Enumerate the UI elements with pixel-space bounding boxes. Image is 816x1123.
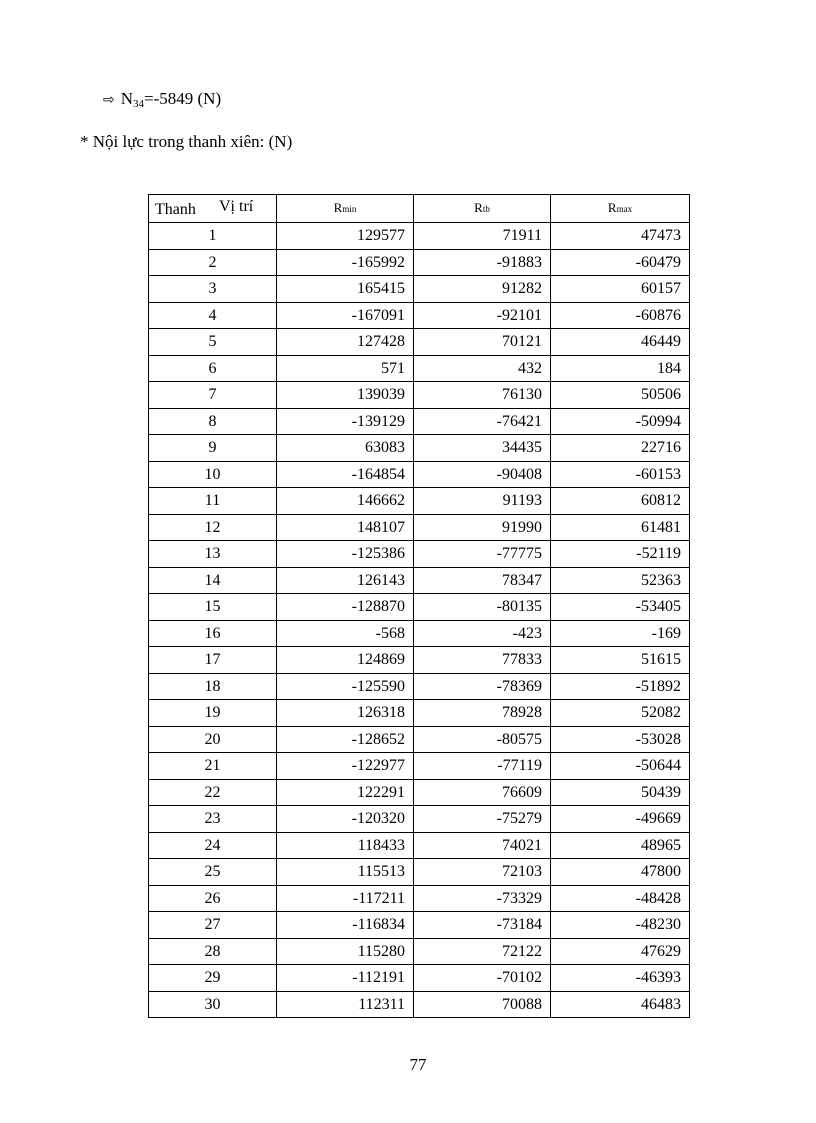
rmin-cell: 148107 bbox=[277, 514, 414, 541]
rtb-cell: 71911 bbox=[414, 223, 551, 250]
rmin-cell: 122291 bbox=[277, 779, 414, 806]
rmin-cell: -125590 bbox=[277, 673, 414, 700]
rmin-cell: 124869 bbox=[277, 647, 414, 674]
bar-number-cell: 19 bbox=[149, 700, 277, 727]
rtb-cell: -77119 bbox=[414, 753, 551, 780]
table-row bbox=[149, 673, 690, 700]
rtb-cell: -76421 bbox=[414, 408, 551, 435]
rmax-cell: 47473 bbox=[551, 223, 690, 250]
table-row bbox=[149, 991, 690, 1018]
rmax-cell: -53028 bbox=[551, 726, 690, 753]
rtb-cell: 72103 bbox=[414, 859, 551, 886]
table-row bbox=[149, 700, 690, 727]
header-rmax: Rmax bbox=[551, 195, 690, 223]
bar-number-cell: 27 bbox=[149, 912, 277, 939]
rtb-cell: -73329 bbox=[414, 885, 551, 912]
bar-number-cell: 9 bbox=[149, 435, 277, 462]
rmax-cell: -53405 bbox=[551, 594, 690, 621]
bar-number-cell: 6 bbox=[149, 355, 277, 382]
rmax-cell: 51615 bbox=[551, 647, 690, 674]
rmax-cell: -50644 bbox=[551, 753, 690, 780]
rtb-cell: 91193 bbox=[414, 488, 551, 515]
bar-number-cell: 15 bbox=[149, 594, 277, 621]
table-row bbox=[149, 382, 690, 409]
rmax-cell: 48965 bbox=[551, 832, 690, 859]
rmin-cell: 571 bbox=[277, 355, 414, 382]
table-row bbox=[149, 249, 690, 276]
bar-number-cell: 7 bbox=[149, 382, 277, 409]
rmax-cell: -60479 bbox=[551, 249, 690, 276]
table-row bbox=[149, 832, 690, 859]
table-row bbox=[149, 965, 690, 992]
bar-number-cell: 20 bbox=[149, 726, 277, 753]
rtb-cell: 77833 bbox=[414, 647, 551, 674]
rmin-cell: 139039 bbox=[277, 382, 414, 409]
rmax-cell: 22716 bbox=[551, 435, 690, 462]
rmax-cell: 60812 bbox=[551, 488, 690, 515]
bar-number-cell: 4 bbox=[149, 302, 277, 329]
bar-number-cell: 29 bbox=[149, 965, 277, 992]
bar-number-cell: 13 bbox=[149, 541, 277, 568]
rmax-cell: -48428 bbox=[551, 885, 690, 912]
rtb-cell: 432 bbox=[414, 355, 551, 382]
rtb-cell: -70102 bbox=[414, 965, 551, 992]
rmin-cell: -116834 bbox=[277, 912, 414, 939]
header-rmin: Rmin bbox=[277, 195, 414, 223]
table-row bbox=[149, 329, 690, 356]
rtb-cell: 74021 bbox=[414, 832, 551, 859]
rmax-cell: 46483 bbox=[551, 991, 690, 1018]
table-row bbox=[149, 620, 690, 647]
rtb-cell: -80575 bbox=[414, 726, 551, 753]
rmin-cell: -112191 bbox=[277, 965, 414, 992]
bar-number-cell: 12 bbox=[149, 514, 277, 541]
table-row bbox=[149, 435, 690, 462]
rmin-cell: 165415 bbox=[277, 276, 414, 303]
table-row bbox=[149, 276, 690, 303]
rtb-cell: 70088 bbox=[414, 991, 551, 1018]
rmax-cell: -46393 bbox=[551, 965, 690, 992]
rmax-cell: 50439 bbox=[551, 779, 690, 806]
rmax-cell: -52119 bbox=[551, 541, 690, 568]
rmax-cell: 52082 bbox=[551, 700, 690, 727]
bar-number-cell: 3 bbox=[149, 276, 277, 303]
rmin-cell: -167091 bbox=[277, 302, 414, 329]
page-number: 77 bbox=[409, 1055, 427, 1074]
rtb-cell: 78928 bbox=[414, 700, 551, 727]
rtb-cell: 91282 bbox=[414, 276, 551, 303]
bar-number-cell: 2 bbox=[149, 249, 277, 276]
bar-number-cell: 23 bbox=[149, 806, 277, 833]
rmax-cell: -169 bbox=[551, 620, 690, 647]
rmax-cell: 184 bbox=[551, 355, 690, 382]
rmin-cell: 146662 bbox=[277, 488, 414, 515]
rtb-cell: -78369 bbox=[414, 673, 551, 700]
table-row bbox=[149, 938, 690, 965]
header-corner-cell bbox=[149, 195, 277, 223]
rtb-cell: 78347 bbox=[414, 567, 551, 594]
rmin-cell: 126143 bbox=[277, 567, 414, 594]
section-heading: * Nội lực trong thanh xiên: (N) bbox=[80, 132, 293, 151]
rtb-cell: -91883 bbox=[414, 249, 551, 276]
rmin-cell: -125386 bbox=[277, 541, 414, 568]
table-row bbox=[149, 753, 690, 780]
rmax-cell: 47629 bbox=[551, 938, 690, 965]
rtb-cell: 76130 bbox=[414, 382, 551, 409]
rtb-cell: -77775 bbox=[414, 541, 551, 568]
rmin-cell: -128652 bbox=[277, 726, 414, 753]
rtb-cell: 34435 bbox=[414, 435, 551, 462]
table-row bbox=[149, 567, 690, 594]
table-row bbox=[149, 912, 690, 939]
rmin-cell: -117211 bbox=[277, 885, 414, 912]
bar-number-cell: 21 bbox=[149, 753, 277, 780]
rmax-cell: 60157 bbox=[551, 276, 690, 303]
header-position-label: Vị trí bbox=[219, 198, 254, 215]
rmax-cell: 61481 bbox=[551, 514, 690, 541]
table-header-row bbox=[149, 195, 690, 223]
table-row bbox=[149, 806, 690, 833]
header-bar-label: Thanh bbox=[155, 201, 196, 218]
table-row bbox=[149, 223, 690, 250]
table-row bbox=[149, 461, 690, 488]
rmin-cell: -164854 bbox=[277, 461, 414, 488]
result-symbol: N bbox=[120, 89, 134, 108]
table-body bbox=[149, 223, 690, 1018]
rmin-cell: -139129 bbox=[277, 408, 414, 435]
table-row bbox=[149, 726, 690, 753]
rmin-cell: -165992 bbox=[277, 249, 414, 276]
table-row bbox=[149, 594, 690, 621]
rtb-cell: -73184 bbox=[414, 912, 551, 939]
bar-number-cell: 28 bbox=[149, 938, 277, 965]
rmax-cell: -50994 bbox=[551, 408, 690, 435]
header-rtb: Rtb bbox=[414, 195, 551, 223]
arrow-icon: ⇨ bbox=[103, 92, 115, 108]
rmin-cell: -120320 bbox=[277, 806, 414, 833]
table-row bbox=[149, 885, 690, 912]
rmin-cell: -122977 bbox=[277, 753, 414, 780]
rmin-cell: 129577 bbox=[277, 223, 414, 250]
result-line bbox=[103, 88, 221, 115]
rmin-cell: 63083 bbox=[277, 435, 414, 462]
result-subscript: 34 bbox=[133, 98, 145, 110]
internal-force-table bbox=[148, 194, 690, 1018]
rtb-cell: 91990 bbox=[414, 514, 551, 541]
bar-number-cell: 25 bbox=[149, 859, 277, 886]
rtb-cell: -92101 bbox=[414, 302, 551, 329]
table-row bbox=[149, 408, 690, 435]
bar-number-cell: 14 bbox=[149, 567, 277, 594]
bar-number-cell: 16 bbox=[149, 620, 277, 647]
rtb-cell: -90408 bbox=[414, 461, 551, 488]
rmax-cell: 47800 bbox=[551, 859, 690, 886]
rtb-cell: 70121 bbox=[414, 329, 551, 356]
table-row bbox=[149, 302, 690, 329]
rmin-cell: -128870 bbox=[277, 594, 414, 621]
result-value: =-5849 (N) bbox=[144, 89, 222, 108]
table-row bbox=[149, 647, 690, 674]
rmax-cell: -51892 bbox=[551, 673, 690, 700]
bar-number-cell: 18 bbox=[149, 673, 277, 700]
bar-number-cell: 17 bbox=[149, 647, 277, 674]
table-row bbox=[149, 355, 690, 382]
rmin-cell: -568 bbox=[277, 620, 414, 647]
rtb-cell: -75279 bbox=[414, 806, 551, 833]
bar-number-cell: 10 bbox=[149, 461, 277, 488]
table-row bbox=[149, 514, 690, 541]
rmax-cell: 50506 bbox=[551, 382, 690, 409]
rtb-cell: 72122 bbox=[414, 938, 551, 965]
rmin-cell: 126318 bbox=[277, 700, 414, 727]
rmax-cell: 52363 bbox=[551, 567, 690, 594]
table-row bbox=[149, 488, 690, 515]
rmax-cell: -49669 bbox=[551, 806, 690, 833]
bar-number-cell: 11 bbox=[149, 488, 277, 515]
rmin-cell: 127428 bbox=[277, 329, 414, 356]
bar-number-cell: 24 bbox=[149, 832, 277, 859]
rmax-cell: -48230 bbox=[551, 912, 690, 939]
table-row bbox=[149, 541, 690, 568]
rmax-cell: -60876 bbox=[551, 302, 690, 329]
rtb-cell: 76609 bbox=[414, 779, 551, 806]
bar-number-cell: 1 bbox=[149, 223, 277, 250]
bar-number-cell: 5 bbox=[149, 329, 277, 356]
rmin-cell: 118433 bbox=[277, 832, 414, 859]
rmax-cell: 46449 bbox=[551, 329, 690, 356]
rmax-cell: -60153 bbox=[551, 461, 690, 488]
rmin-cell: 115513 bbox=[277, 859, 414, 886]
bar-number-cell: 8 bbox=[149, 408, 277, 435]
rmin-cell: 115280 bbox=[277, 938, 414, 965]
bar-number-cell: 26 bbox=[149, 885, 277, 912]
table-row bbox=[149, 859, 690, 886]
bar-number-cell: 30 bbox=[149, 991, 277, 1018]
table-row bbox=[149, 779, 690, 806]
bar-number-cell: 22 bbox=[149, 779, 277, 806]
rmin-cell: 112311 bbox=[277, 991, 414, 1018]
rtb-cell: -80135 bbox=[414, 594, 551, 621]
rtb-cell: -423 bbox=[414, 620, 551, 647]
